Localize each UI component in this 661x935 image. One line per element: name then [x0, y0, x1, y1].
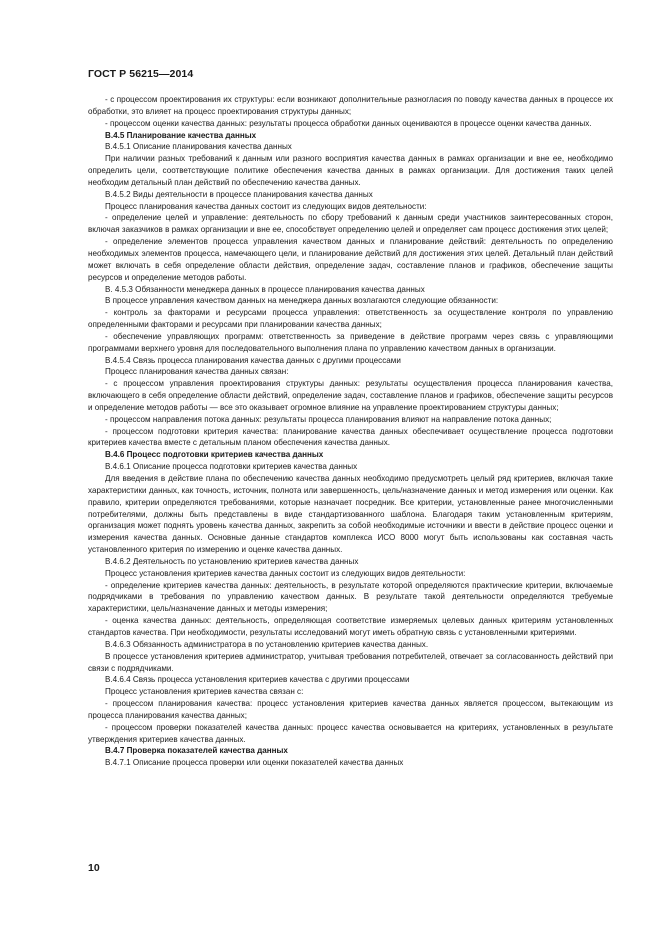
list-item: - процессом направления потока данных: результаты процесса планирования влияют на направление потока данных; — [105, 414, 552, 424]
list-item: - контроль за факторами и ресурсами процесса управления: ответственность за осуществление контроля по управлению определенными факторами и ресурсами при планировании качества данных; — [88, 308, 613, 330]
paragraph: Процесс установления критериев качества данных состоит из следующих видов деятельности: — [105, 568, 466, 578]
paragraph: Для введения в действие плана по обеспечению качества данных необходимо предусмотреть целый ряд критериев, включая такие характеристики данных, как точность, источник, полнота или завершенность, цель/назначение данных и метод измерения или оценки. Как правило, критерии определяются требованиями, которые назначает посредник. Все критерии, установленные ранее многочисленными потребителями, должны быть представлены в виде стандартизованного шаблона. Благодаря таким установленным критериям, организация может поднять уровень качества данных, закрепить за собой необходимые источники и ввести в действие процесс оценки и измерения качества данных. Основные данные стандартов комплекса ИСО 8000 могут быть использованы как составная часть установленного критерия по измерению и оценке качества данных. — [88, 474, 613, 555]
paragraph: Процесс установления критериев качества связан с: — [105, 687, 304, 697]
section-heading: В.4.7 Проверка показателей качества данных — [105, 746, 288, 756]
document-body — [88, 94, 613, 769]
list-item: - обеспечение управляющих программ: ответственность за приведение в действие программ через связь с управляющими программами верхнего уровня для последовательного выполнения плана по управлению качеством данных в организации. — [88, 331, 613, 353]
list-item: - определение элементов процесса управления качеством данных и планирование действий: деятельность по определению необходимых элементов процесса, намечающего цели, и планирование действий для достижения этих целей. Детальный план действий может включать в себя определение области действия, определение задач, составление планов и графиков, обеспечение защиты ресурсов и определение методов работы. — [88, 237, 613, 282]
subsection-heading: В.4.5.2 Виды деятельности в процессе планирования качества данных — [105, 189, 373, 199]
section-heading: В.4.5 Планирование качества данных — [105, 130, 257, 140]
paragraph: При наличии разных требований к данным или разного восприятия качества данных в рамках организации и вне ее, необходимо определить цели, соответствующие политике обеспечения качества данных в рамках организации. Для достижения таких целей необходим детальный план действий по обеспечению качества данных. — [88, 154, 613, 187]
list-item: - процессом оценки качества данных: результаты процесса обработки данных оцениваются в процессе оценки качества данных. — [105, 118, 592, 128]
paragraph: Процесс планирования качества данных состоит из следующих видов деятельности: — [105, 201, 427, 211]
paragraph: В процессе установления критериев администратор, учитывая требования потребителей, отвечает за согласованность действий при связи с подрядчиками. — [88, 651, 613, 673]
document-code-header: ГОСТ Р 56215—2014 — [88, 68, 194, 80]
subsection-heading: В.4.6.2 Деятельность по установлению критериев качества данных — [105, 556, 359, 566]
page-number: 10 — [88, 862, 100, 874]
subsection-heading: В.4.6.4 Связь процесса установления критериев качества с другими процессами — [105, 675, 410, 685]
subsection-heading: В.4.7.1 Описание процесса проверки или оценки показателей качества данных — [105, 758, 404, 768]
subsection-heading: В.4.6.3 Обязанность администратора в по установлению критериев качества данных. — [105, 639, 429, 649]
subsection-heading: В.4.5.4 Связь процесса планирования качества данных с другими процессами — [105, 355, 401, 365]
list-item: - процессом планирования качества: процесс установления критериев качества данных является процессом, вытекающим из процесса планирования качества данных; — [88, 699, 613, 720]
list-item: - определение целей и управление: деятельность по сбору требований к данным среди участников заинтересованных сторон, включая заказчиков в рамках организации и вне ее, способствует определению целей и определяет сам процесс достижения этих целей; — [88, 213, 613, 235]
list-item: - оценка качества данных: деятельность, определяющая соответствие измеряемых целевых данных критериям установленных стандартов качества. При необходимости, результаты исследований могут иметь обратную связь с установленными критериями. — [88, 616, 613, 637]
paragraph: В процессе управления качеством данных на менеджера данных возлагаются следующие обязанности: — [105, 296, 499, 306]
list-item: - с процессом управления проектирования структуры данных: результаты осуществления процесса планирования качества, включающего в себя определение области действий, определение задач, составление планов и графиков, обеспечение защиты ресурсов и определение методов работы — все это оказывает огромное влияние на управление проектированием структуры данных; — [88, 379, 613, 412]
subsection-heading: В.4.6.1 Описание процесса подготовки критериев качества данных — [105, 462, 358, 472]
section-heading: В.4.6 Процесс подготовки критериев качества данных — [105, 450, 324, 460]
list-item: - процессом проверки показателей качества данных: процесс качества основывается на критериях, установленных в результате утверждения критериев качества данных. — [88, 722, 613, 744]
list-item: - процессом подготовки критерия качества: планирование качества данных обеспечивает осуществление процесса подготовки критериев качества вместе с детальным планом обеспечения качества данных. — [88, 426, 613, 448]
list-item: - с процессом проектирования их структуры: если возникают дополнительные разногласия по поводу качества данных в процессе их обработки, это влияет на процесс проектирования структуры данных; — [88, 95, 613, 116]
subsection-heading: В.4.5.1 Описание планирования качества данных — [105, 142, 292, 152]
list-item: - определение критериев качества данных: деятельность, в результате которой определяются практические критерии, включаемые подрядчиками в требования по управлению качеством данных. В результате такой деятельности определяются требуемые характеристики, цель/назначение данных и методы измерения; — [88, 580, 613, 614]
paragraph: Процесс планирования качества данных связан: — [105, 367, 289, 377]
subsection-heading: В. 4.5.3 Обязанности менеджера данных в процессе планирования качества данных — [105, 284, 425, 294]
